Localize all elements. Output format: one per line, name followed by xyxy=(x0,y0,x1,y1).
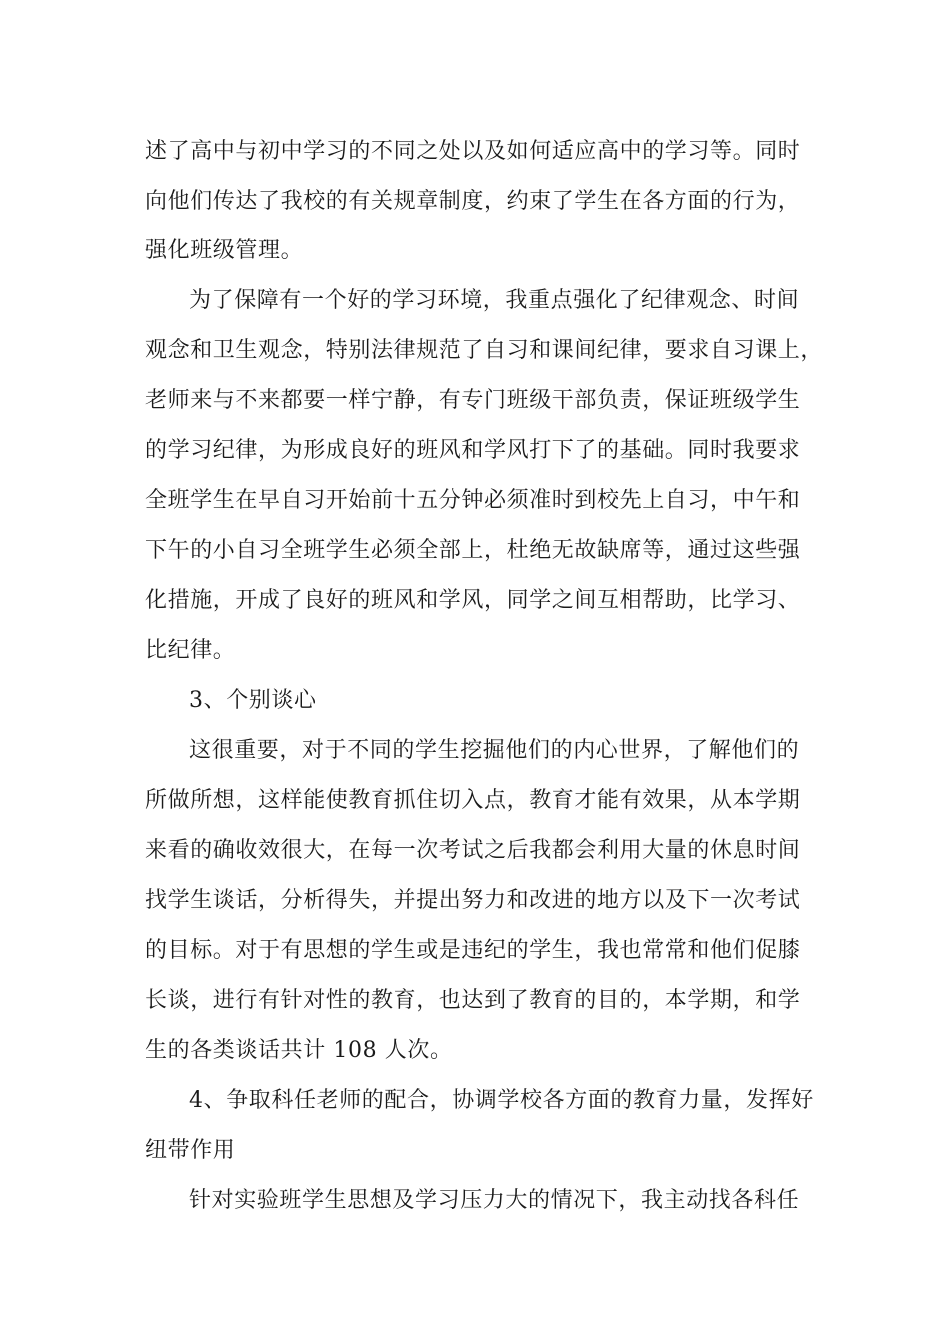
paragraph-line: 这很重要，对于不同的学生挖掘他们的内心世界，了解他们的 xyxy=(189,738,800,763)
paragraph-line: 找学生谈话，分析得失，并提出努力和改进的地方以及下一次考试 xyxy=(145,888,801,913)
paragraph-line: 针对实验班学生思想及学习压力大的情况下，我主动找各科任 xyxy=(189,1188,800,1213)
paragraph-line: 为了保障有一个好的学习环境，我重点强化了纪律观念、时间 xyxy=(189,288,800,313)
paragraph-line: 长谈，进行有针对性的教育，也达到了教育的目的，本学期，和学 xyxy=(145,988,801,1013)
paragraph-line: 强化班级管理。 xyxy=(145,238,304,263)
paragraph-line: 述了高中与初中学习的不同之处以及如何适应高中的学习等。同时 xyxy=(145,139,801,164)
paragraph-line: 的目标。对于有思想的学生或是违纪的学生，我也常常和他们促膝 xyxy=(145,938,801,963)
paragraph-line: 向他们传达了我校的有关规章制度，约束了学生在各方面的行为， xyxy=(145,189,801,214)
paragraph-line: 来看的确收效很大，在每一次考试之后我都会利用大量的休息时间 xyxy=(145,838,801,863)
section-heading-continuation: 纽带作用 xyxy=(145,1138,236,1163)
section-heading: 4、争取科任老师的配合，协调学校各方面的教育力量，发挥好 xyxy=(189,1088,814,1113)
paragraph-line: 观念和卫生观念，特别法律规范了自习和课间纪律，要求自习课上， xyxy=(145,338,824,363)
section-heading: 3、个别谈心 xyxy=(189,688,317,713)
paragraph-line: 所做所想，这样能使教育抓住切入点，教育才能有效果，从本学期 xyxy=(145,788,801,813)
paragraph-line: 老师来与不来都要一样宁静，有专门班级干部负责，保证班级学生 xyxy=(145,388,801,413)
paragraph-line: 化措施，开成了良好的班风和学风，同学之间互相帮助，比学习、 xyxy=(145,588,801,613)
paragraph-line: 的学习纪律，为形成良好的班风和学风打下了的基础。同时我要求 xyxy=(145,438,801,463)
paragraph-line: 比纪律。 xyxy=(145,638,236,663)
paragraph-line: 下午的小自习全班学生必须全部上，杜绝无故缺席等，通过这些强 xyxy=(145,538,801,563)
paragraph-line: 全班学生在早自习开始前十五分钟必须准时到校先上自习，中午和 xyxy=(145,488,801,513)
paragraph-line: 生的各类谈话共计 108 人次。 xyxy=(145,1038,453,1063)
